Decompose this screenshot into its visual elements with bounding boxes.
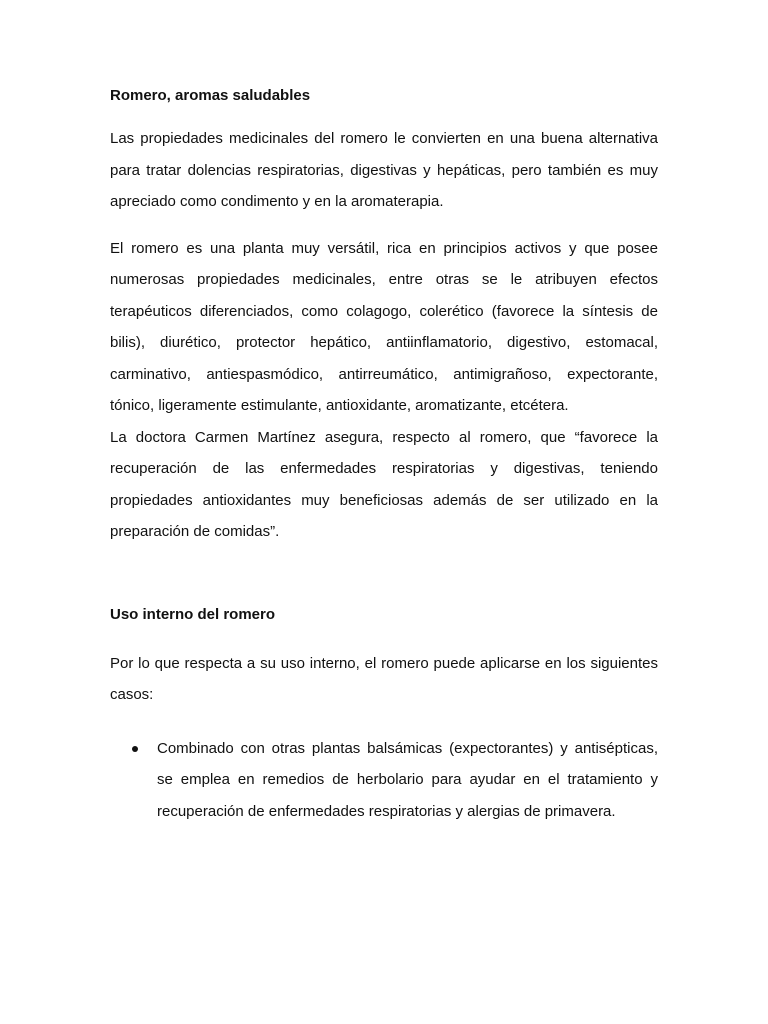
paragraph-properties: El romero es una planta muy versátil, rica en principios activos y que posee numerosas propiedades medicinales, entre otras se le atribuyen efectos terapéuticos diferenciados, como colagogo, colerético (favorece la síntesis de bilis), diurético, protector hepático, antiinflamatorio, digestivo, estomacal, carminativo, antiespasmódico, antirreumático, antimigrañoso, expectorante, tónico, ligeramente estimulante, antioxidante, aromatizante, etcétera. xyxy=(110,239,658,414)
bullet-icon xyxy=(132,746,138,752)
document-page xyxy=(110,86,658,827)
paragraph-uso-intro: Por lo que respecta a su uso interno, el romero puede aplicarse en los siguientes casos: xyxy=(110,654,658,703)
paragraph-quote: La doctora Carmen Martínez asegura, respecto al romero, que “favorece la recuperación de las enfermedades respiratorias y digestivas, teniendo propiedades antioxidantes muy beneficiosas además de ser utilizado en la preparación de comidas”. xyxy=(110,428,658,540)
paragraph-intro: Las propiedades medicinales del romero le convierten en una buena alternativa para tratar dolencias respiratorias, digestivas y hepáticas, pero también es muy apreciado como condimento y en la aromaterapia. xyxy=(110,130,658,210)
section-heading-romero: Romero, aromas saludables xyxy=(110,87,311,104)
bullet-list xyxy=(110,733,658,828)
section-heading-uso-interno: Uso interno del romero xyxy=(110,605,276,623)
list-item-text: Combinado con otras plantas balsámicas (expectorantes) y antisépticas, se emplea en remedios de herbolario para ayudar en el tratamiento y recuperación de enfermedades respiratorias y alergias de primavera. xyxy=(157,739,658,820)
list-item xyxy=(110,733,658,828)
